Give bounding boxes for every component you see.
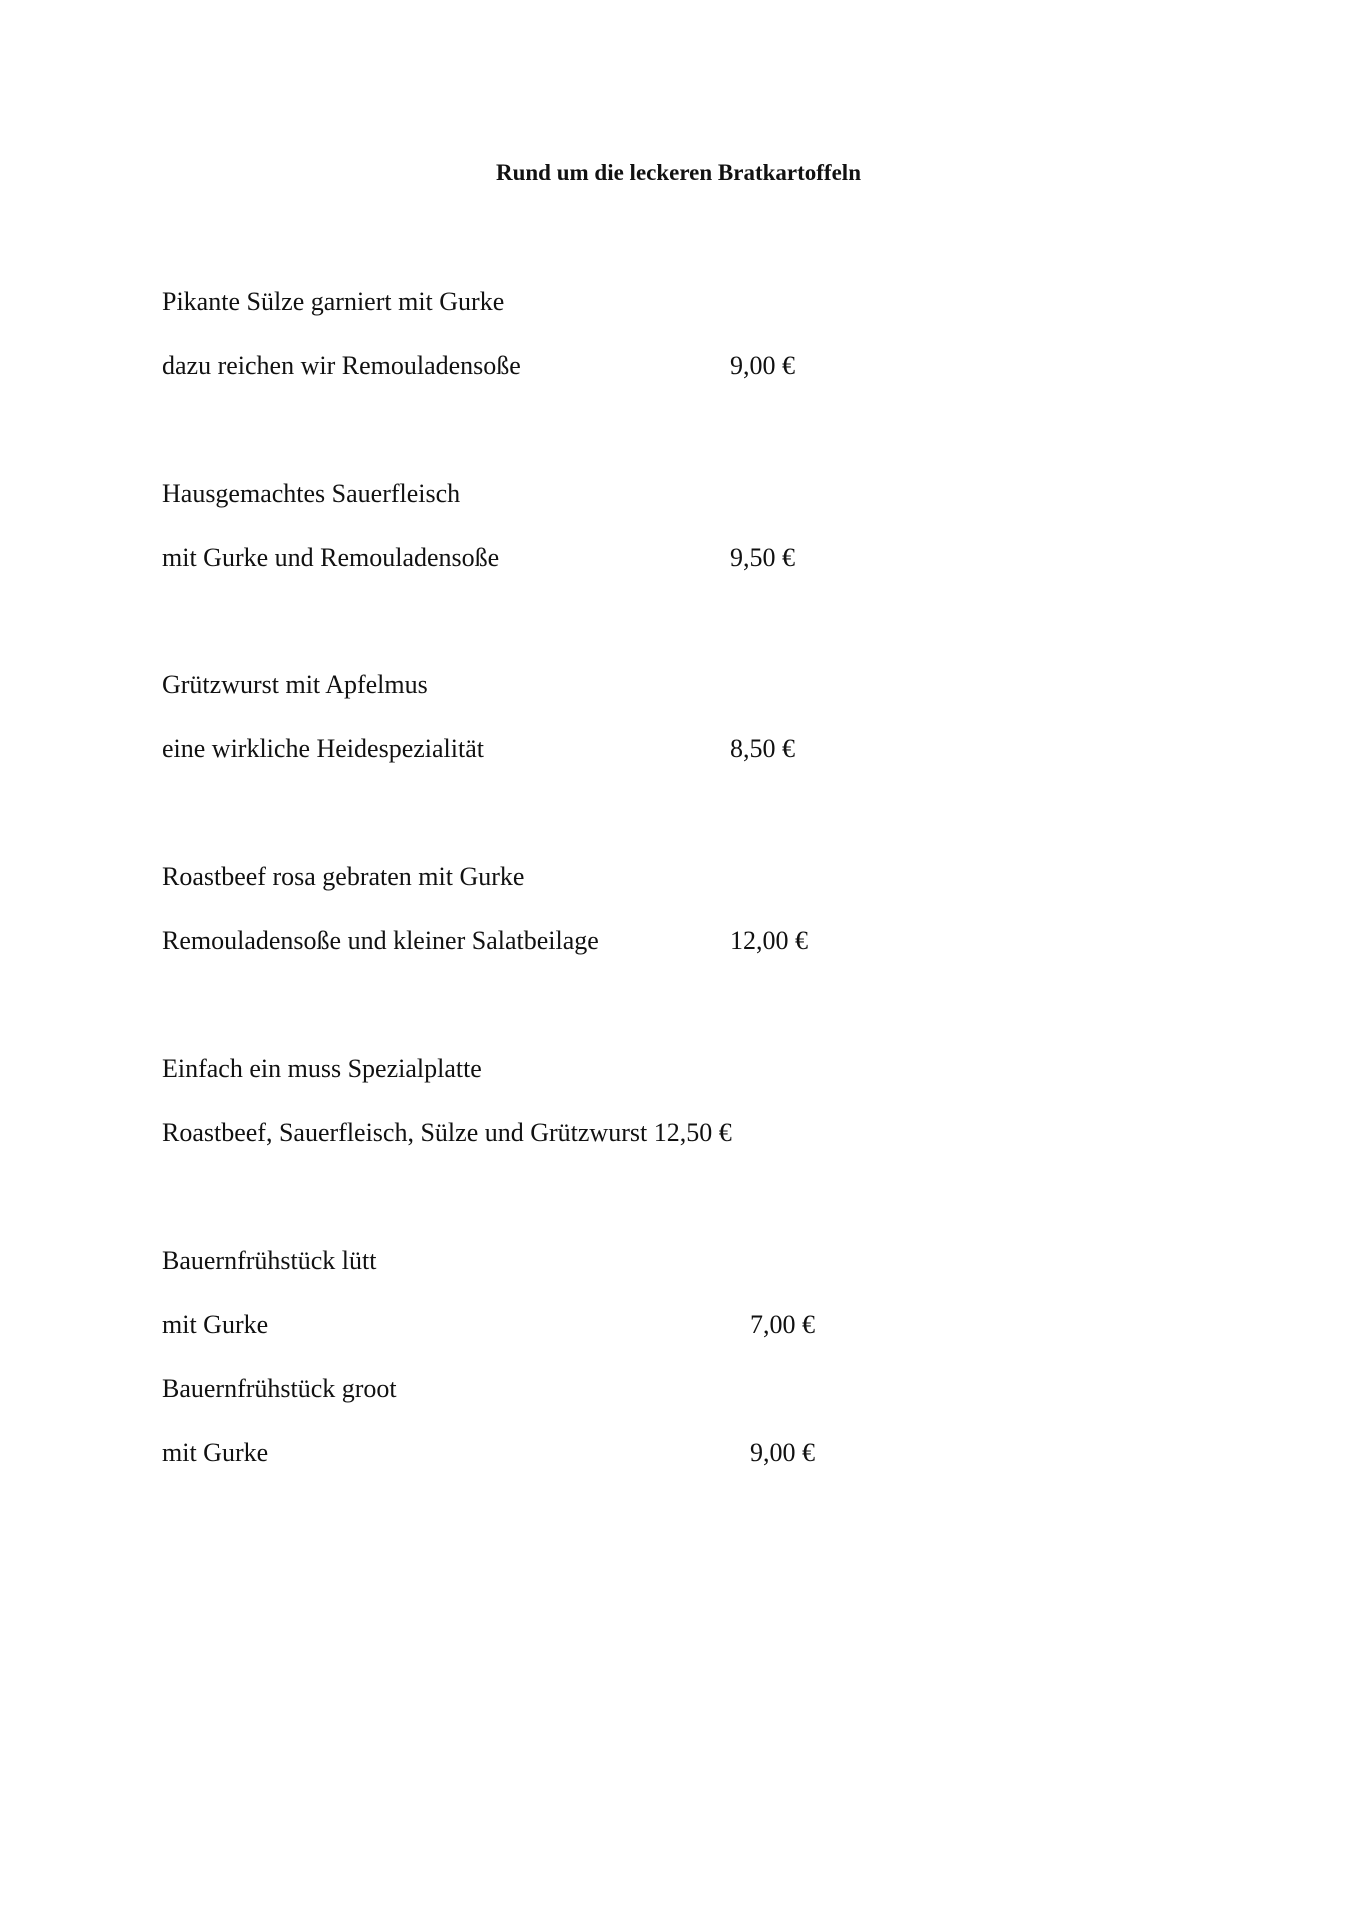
item-name: Bauernfrühstück groot xyxy=(162,1374,397,1403)
item-description: mit Gurke xyxy=(162,1310,269,1339)
item-price: 8,50 € xyxy=(730,734,795,763)
item-name: Einfach ein muss Spezialplatte xyxy=(162,1054,482,1083)
item-name: Pikante Sülze garniert mit Gurke xyxy=(162,287,505,316)
item-name: Bauernfrühstück lütt xyxy=(162,1246,377,1275)
item-price: 9,00 € xyxy=(730,351,795,380)
item-description: eine wirkliche Heidespezialität xyxy=(162,734,484,763)
item-price: 12,00 € xyxy=(730,926,808,955)
item-price: 9,50 € xyxy=(730,543,795,572)
page-title: Rund um die leckeren Bratkartoffeln xyxy=(495,160,861,185)
item-description: Remouladensoße und kleiner Salatbeilage xyxy=(162,926,599,955)
item-name: Roastbeef rosa gebraten mit Gurke xyxy=(162,862,525,891)
item-name: Hausgemachtes Sauerfleisch xyxy=(162,479,461,508)
item-price: 9,00 € xyxy=(750,1438,815,1467)
item-price: 7,00 € xyxy=(750,1310,815,1339)
item-description: mit Gurke und Remouladensoße xyxy=(162,543,500,572)
item-description: mit Gurke xyxy=(162,1438,269,1467)
item-description: Roastbeef, Sauerfleisch, Sülze und Grützwurst 12,50 € xyxy=(162,1118,732,1147)
item-description: dazu reichen wir Remouladensoße xyxy=(162,351,521,380)
item-name: Grützwurst mit Apfelmus xyxy=(162,670,428,699)
